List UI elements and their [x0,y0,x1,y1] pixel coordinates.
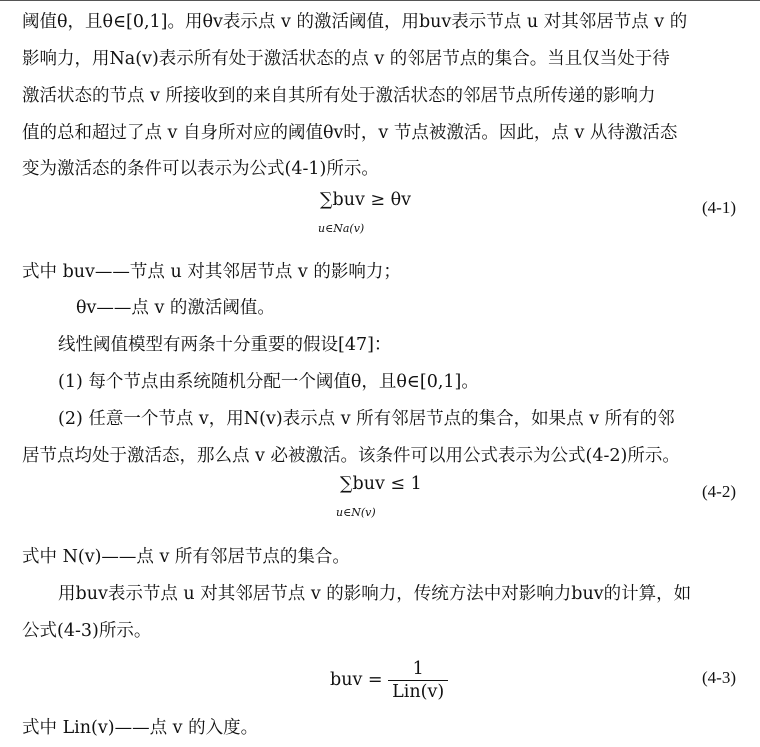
assumption-intro: 线性阈值模型有两条十分重要的假设[47]： [58,335,392,355]
where-line: 式中 Lin(v)——点 v 的入度。 [22,718,259,738]
fraction [388,658,448,703]
equation-4-3 [0,650,760,706]
assumption-item: 居节点均处于激活态，那么点 v 必被激活。该条件可以用公式表示为公式(4-2)所示。 [22,446,680,466]
equation-number: (4-2) [702,482,736,501]
equation-4-1 [0,188,760,238]
equation-4-2 [0,472,760,522]
paragraph-line: 影响力，用Na(v)表示所有处于激活状态的点 v 的邻居节点的集合。当且仅当处于待 [22,49,670,69]
where-line: 式中 buv——节点 u 对其邻居节点 v 的影响力； [22,262,401,282]
equation-subscript: u∈Na(v) [318,222,365,235]
equation-subscript: u∈N(v) [336,506,376,519]
equation-body [330,658,448,703]
top-rule [0,0,760,1]
paragraph-line: 变为激活态的条件可以表示为公式(4-1)所示。 [22,159,379,179]
equation-number: (4-3) [702,668,736,687]
equation-number: (4-1) [702,198,736,217]
paragraph-line: 激活状态的节点 v 所接收到的来自其所有处于激活状态的邻居节点所传递的影响力 [22,86,656,106]
denominator: Lin(v) [392,682,445,702]
paragraph-line: 值的总和超过了点 v 自身所对应的阈值θv时，v 节点被激活。因此，点 v 从待激活态 [22,123,678,143]
paragraph-line: 用buv表示节点 u 对其邻居节点 v 的影响力，传统方法中对影响力buv的计算，如 [58,584,692,604]
assumption-item: (1) 每个节点由系统随机分配一个阈值θ，且θ∈[0,1]。 [58,372,479,392]
paragraph-line: 公式(4-3)所示。 [22,621,152,641]
numerator: 1 [388,658,448,681]
paragraph-line: 阈值θ，且θ∈[0,1]。用θv表示点 v 的激活阈值，用buv表示节点 u 对其邻居节点 v 的 [22,12,688,32]
where-line: 式中 N(v)——点 v 所有邻居节点的集合。 [22,547,350,567]
equation-body: ∑buv ≤ 1 [340,474,422,494]
equation-body: ∑buv ≥ θv [320,190,412,210]
equation-lhs: buv = [330,670,383,690]
assumption-item: (2) 任意一个节点 v，用N(v)表示点 v 所有邻居节点的集合，如果点 v 所有的邻 [58,409,675,429]
where-line: θv——点 v 的激活阈值。 [76,298,275,318]
